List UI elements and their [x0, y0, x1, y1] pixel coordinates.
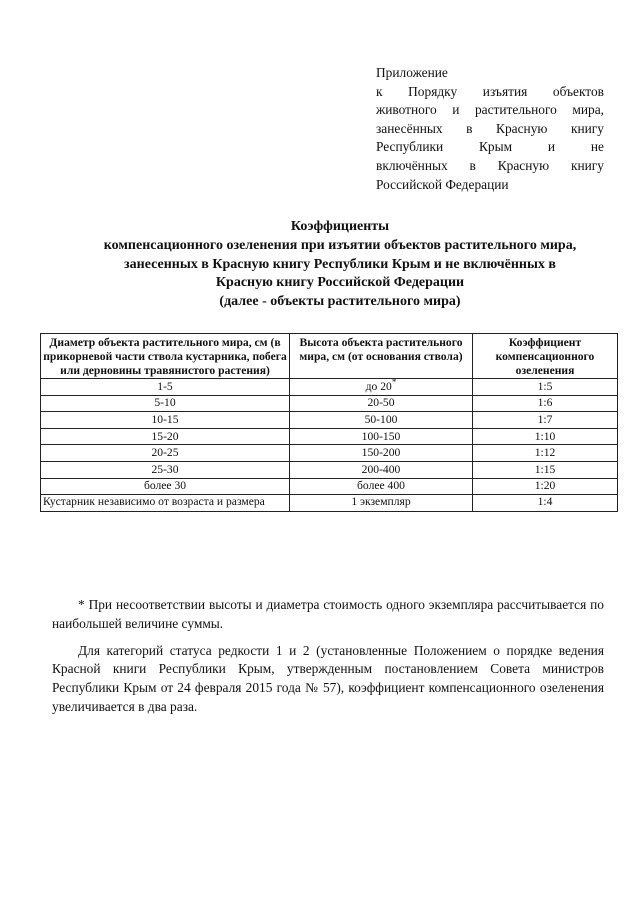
table-row	[41, 395, 618, 412]
cell-coefficient: 1:12	[473, 445, 618, 462]
notes-block	[52, 596, 604, 727]
cell-height-value: 200-400	[361, 462, 401, 476]
cell-height	[290, 461, 473, 478]
coefficients-table	[40, 333, 618, 512]
cell-diameter: 10-15	[41, 412, 290, 429]
table-header-row	[41, 334, 618, 379]
cell-diameter: 15-20	[41, 428, 290, 445]
appendix-line: животного и растительного мира,	[376, 102, 604, 118]
table-body	[41, 376, 618, 495]
table-row	[41, 379, 618, 396]
cell-height-value: 100-150	[361, 429, 401, 443]
table-row-shrub	[41, 495, 618, 512]
cell-height-value: 150-200	[361, 446, 401, 460]
appendix-line: Приложение	[376, 65, 448, 80]
cell-coefficient: 1:15	[473, 461, 618, 478]
cell-coefficient: 1:10	[473, 428, 618, 445]
title-line: компенсационного озеленения при изъятии объектов растительного мира,	[103, 237, 577, 253]
cell-coefficient: 1:6	[473, 395, 618, 412]
cell-height	[290, 412, 473, 429]
table-row	[41, 445, 618, 462]
header-height: Высота объекта растительного мира, см (от основания ствола)	[290, 334, 473, 379]
cell-height	[290, 395, 473, 412]
cell-diameter: 1-5	[41, 379, 290, 396]
document-title	[60, 218, 620, 312]
cell-height: 1 экземпляр	[290, 495, 473, 512]
appendix-line: занесённых в Красную книгу	[376, 120, 604, 136]
table-row	[41, 461, 618, 478]
header-coefficient: Коэффициент компенсационного озеленения	[473, 334, 618, 379]
cell-height	[290, 428, 473, 445]
cell-height	[290, 445, 473, 462]
cell-coefficient: 1:4	[473, 495, 618, 512]
cell-height	[290, 478, 473, 495]
title-line: занесенных в Красную книгу Республики Крым и не включённых в	[124, 256, 556, 272]
header-diameter: Диаметр объекта растительного мира, см (в прикорневой части ствола кустарника, побега или дерновины травянистого растения)	[41, 334, 290, 379]
appendix-line: Республики Крым и не	[376, 139, 604, 155]
cell-coefficient: 1:7	[473, 412, 618, 429]
cell-height-value: до 20	[365, 379, 392, 393]
cell-height	[290, 376, 473, 396]
title-line: Красную книгу Российской Федерации	[215, 275, 465, 291]
table-row	[41, 478, 618, 495]
footnote-mark: *	[391, 376, 397, 387]
rarity-paragraph: Для категорий статуса редкости 1 и 2 (установленные Положением о порядке ведения Красной книги Республики Крым, утвержденным постановлением Совета министров Республики Крым от 24 февраля 2015 года № 57), коэффициент компенсационного озеленения увеличивается в два раза.	[52, 642, 604, 714]
cell-coefficient: 1:5	[473, 379, 618, 396]
cell-diameter: Кустарник независимо от возраста и размера	[41, 495, 290, 512]
cell-height-value: 50-100	[364, 412, 398, 426]
appendix-line: к Порядку изъятия объектов	[376, 83, 604, 99]
cell-diameter: 25-30	[41, 461, 290, 478]
cell-height-value: более 400	[357, 479, 405, 493]
title-line: (далее - объекты растительного мира)	[219, 294, 461, 310]
table-row	[41, 428, 618, 445]
footnote: * При несоответствии высоты и диаметра стоимость одного экземпляра рассчитывается по наибольшей величине суммы.	[52, 597, 604, 631]
title-line: Коэффициенты	[290, 219, 390, 234]
appendix-line: включённых в Красную книгу	[376, 157, 604, 173]
cell-diameter: более 30	[41, 478, 290, 495]
cell-diameter: 20-25	[41, 445, 290, 462]
appendix-line: Российской Федерации	[376, 176, 509, 192]
table-row	[41, 412, 618, 429]
cell-diameter: 5-10	[41, 395, 290, 412]
cell-coefficient: 1:20	[473, 478, 618, 495]
appendix-block	[376, 64, 604, 194]
cell-height-value: 20-50	[367, 396, 395, 410]
